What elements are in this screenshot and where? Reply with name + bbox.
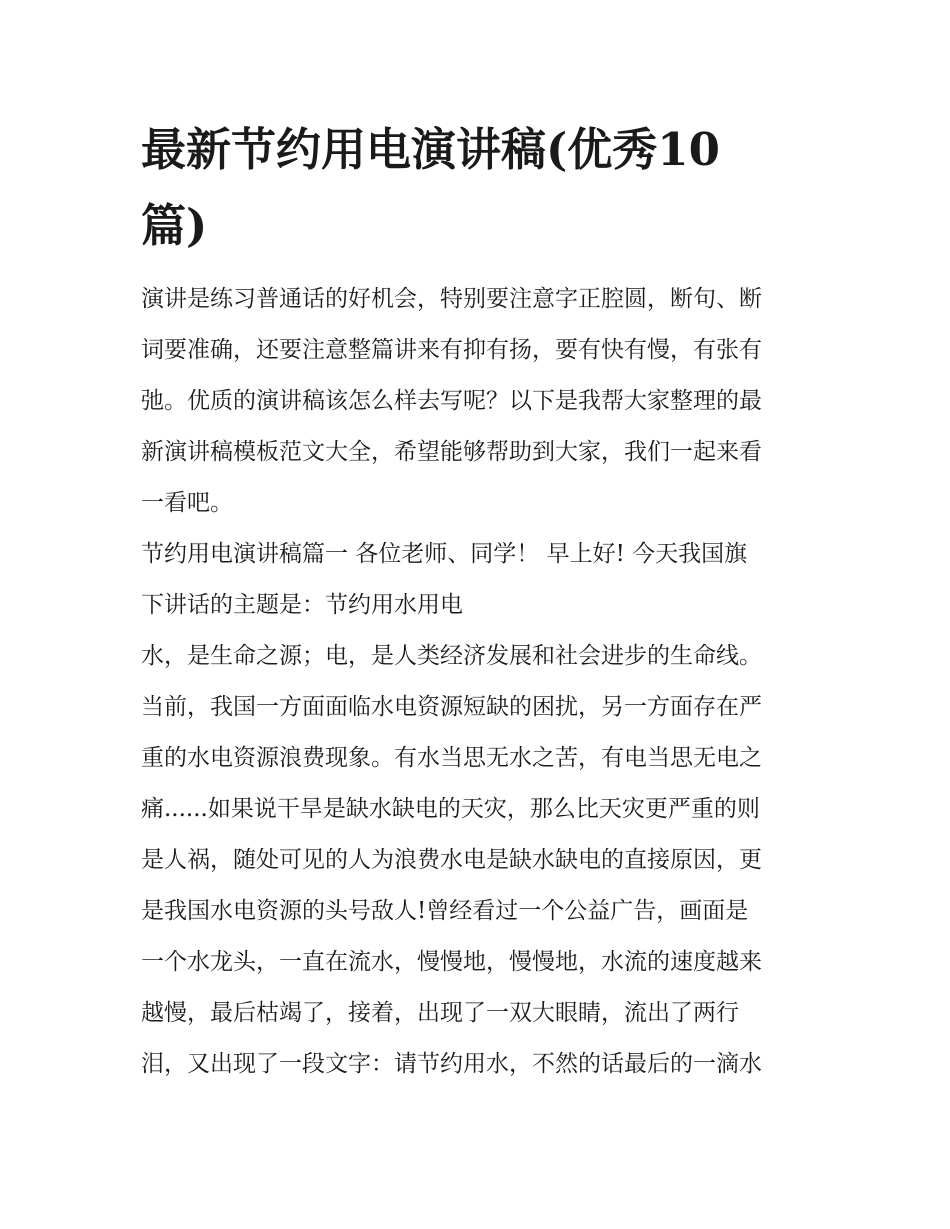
text-line: 越慢，最后枯竭了，接着，出现了一双大眼睛，流出了两行 <box>141 1000 739 1026</box>
text-line: 节约用电演讲稿篇一 各位老师、同学！ 早上好! 今天我国旗 <box>141 541 748 567</box>
document-title <box>141 112 813 264</box>
text-line: 一看吧。 <box>141 490 233 516</box>
text-line: 痛......如果说干旱是缺水缺电的天灾，那么比天灾更严重的则 <box>141 796 760 822</box>
title-line: 最新节约用电演讲稿(优秀10 <box>141 123 720 176</box>
text-line: 下讲话的主题是：节约用水用电 <box>141 592 463 618</box>
text-line: 演讲是练习普通话的好机会，特别要注意字正腔圆，断句、断 <box>141 286 762 312</box>
text-line: 水，是生命之源；电，是人类经济发展和社会进步的生命线。 <box>141 643 762 669</box>
speech-body-paragraph <box>141 631 813 1090</box>
text-line: 词要准确，还要注意整篇讲来有抑有扬，要有快有慢，有张有 <box>141 337 762 363</box>
text-line: 弛。优质的演讲稿该怎么样去写呢？以下是我帮大家整理的最 <box>141 388 762 414</box>
speech-heading-paragraph <box>141 529 813 631</box>
text-line: 当前，我国一方面面临水电资源短缺的困扰，另一方面存在严 <box>141 694 762 720</box>
intro-paragraph <box>141 274 813 529</box>
text-line: 是我国水电资源的头号敌人!曾经看过一个公益广告，画面是 <box>141 898 749 924</box>
text-line: 一个水龙头，一直在流水，慢慢地，慢慢地，水流的速度越来 <box>141 949 762 975</box>
text-line: 是人祸，随处可见的人为浪费水电是缺水缺电的直接原因，更 <box>141 847 762 873</box>
document-body <box>141 112 813 1090</box>
title-line: 篇) <box>141 199 208 252</box>
text-line: 重的水电资源浪费现象。有水当思无水之苦，有电当思无电之 <box>141 745 762 771</box>
text-line: 新演讲稿模板范文大全，希望能够帮助到大家，我们一起来看 <box>141 439 762 465</box>
text-line: 泪，又出现了一段文字：请节约用水，不然的话最后的一滴水 <box>141 1051 762 1077</box>
